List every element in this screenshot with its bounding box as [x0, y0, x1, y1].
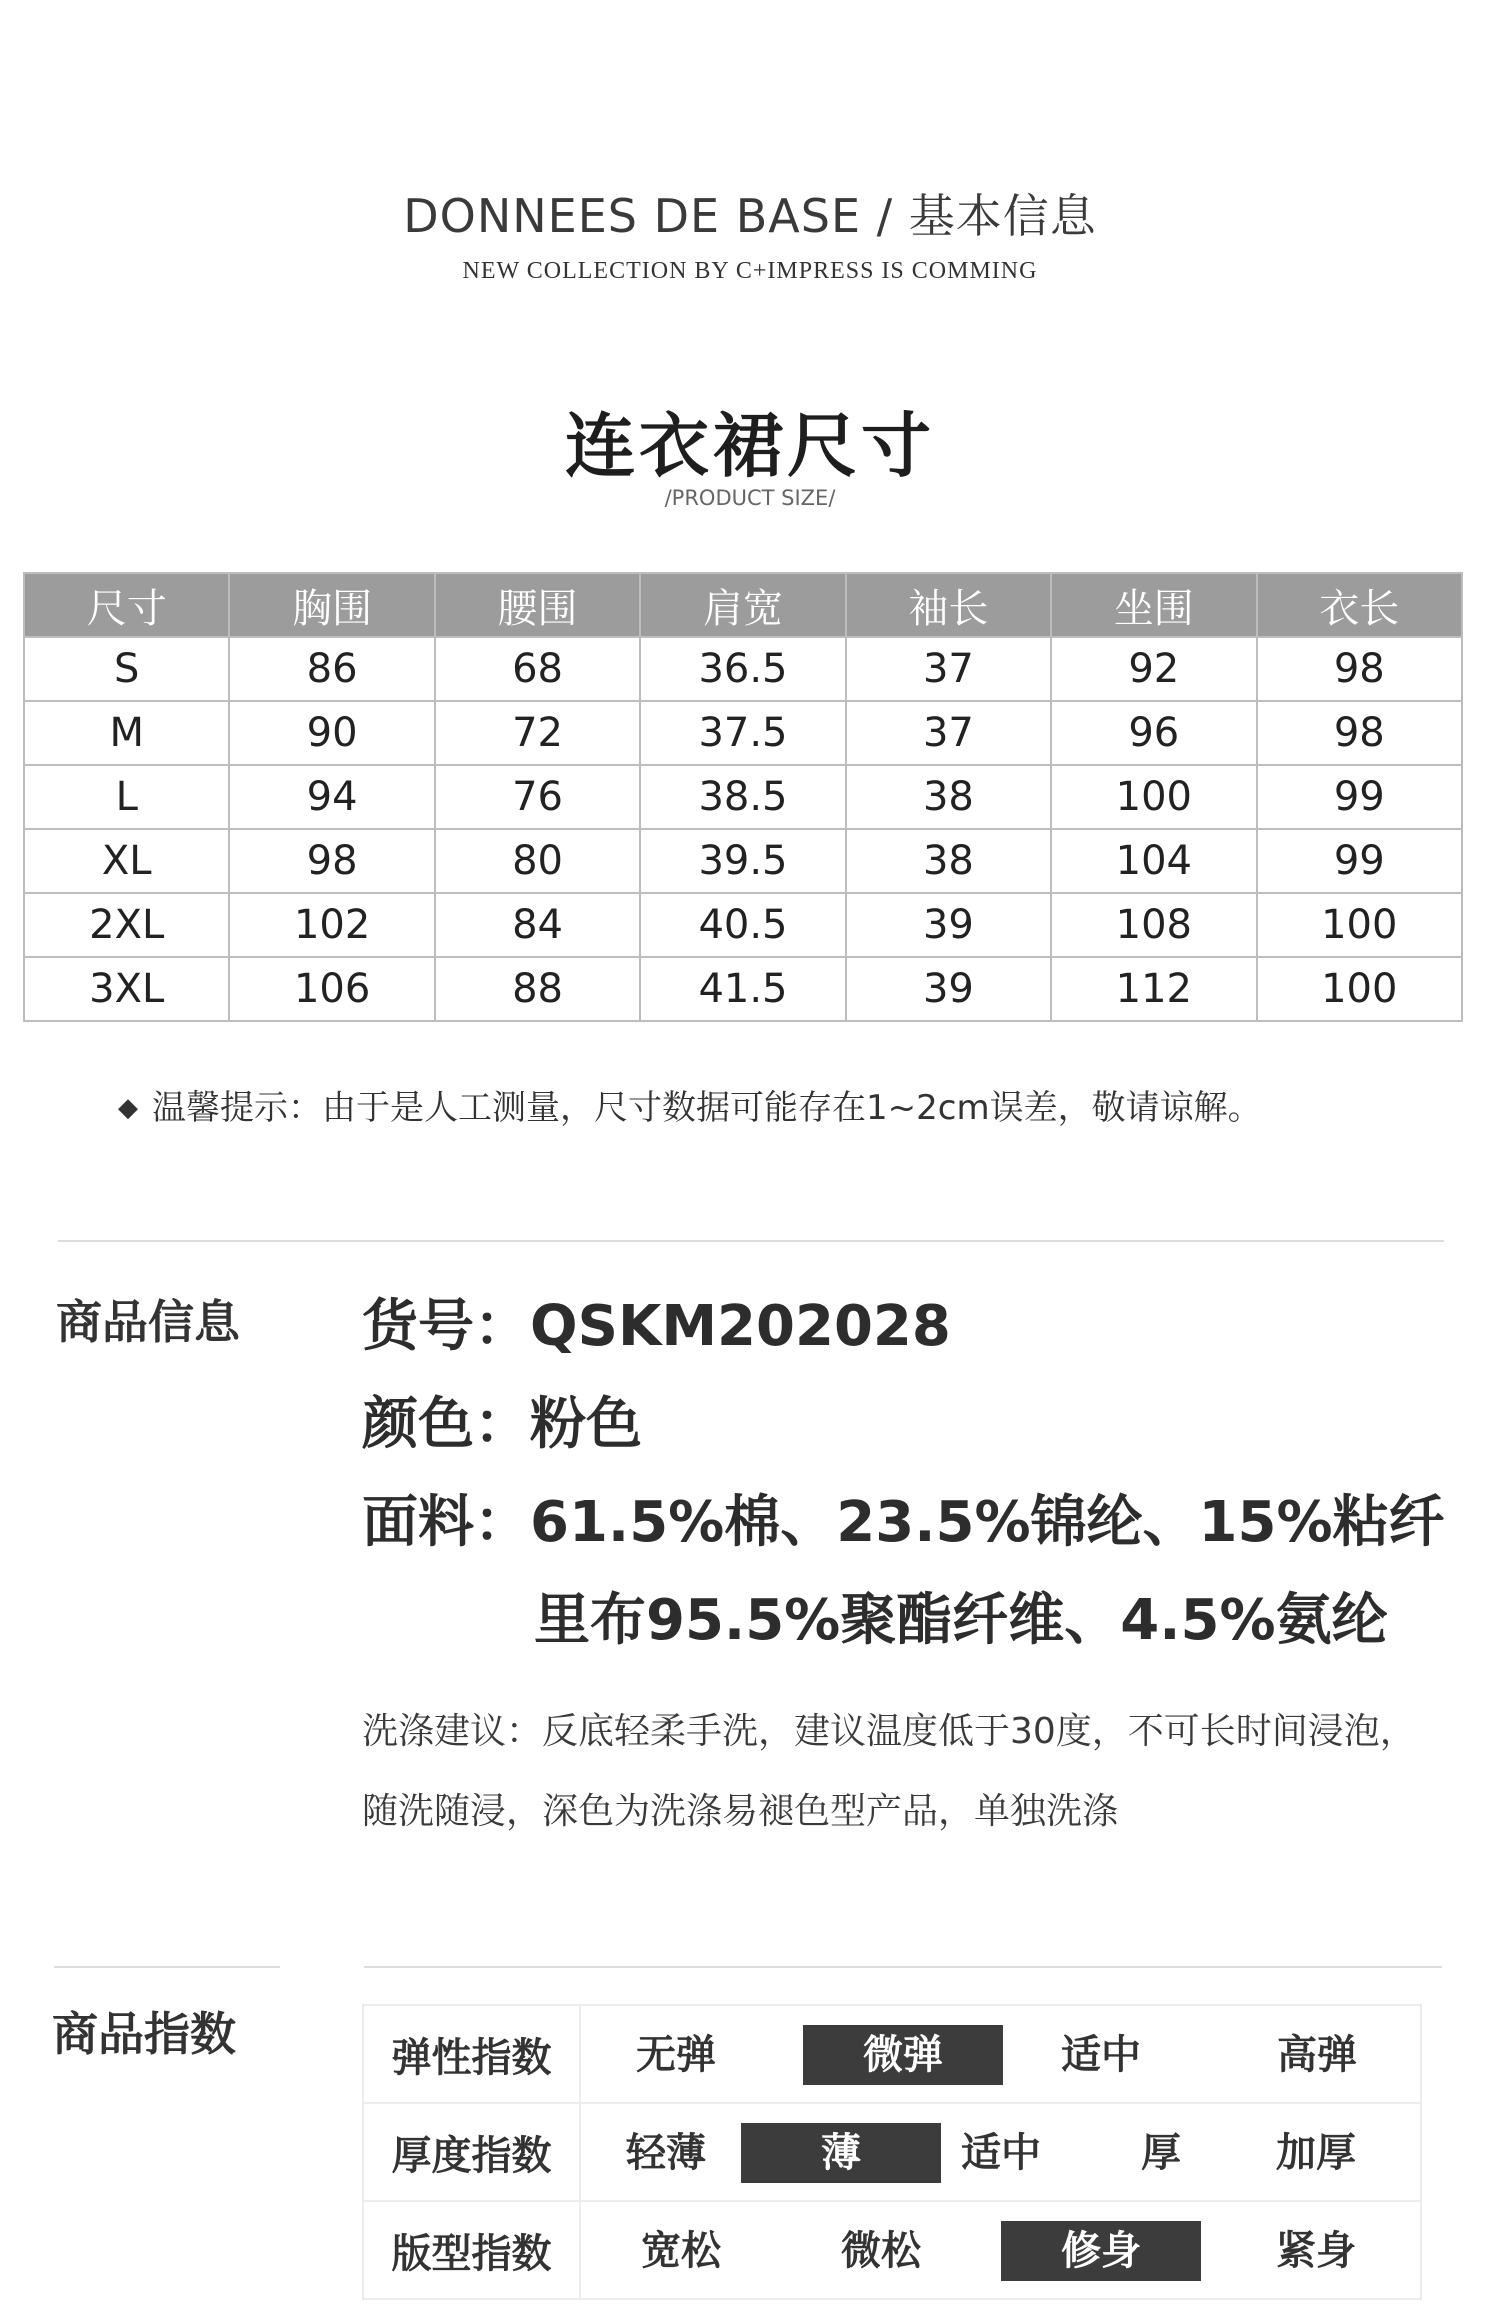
index-option: 适中 — [961, 2130, 1041, 2176]
column-header: 坐围 — [1051, 573, 1256, 637]
table-cell: 39.5 — [640, 829, 845, 893]
index-option: 加厚 — [1276, 2130, 1356, 2176]
table-cell: 76 — [435, 765, 640, 829]
table-row — [24, 637, 1462, 701]
table-cell: 38.5 — [640, 765, 845, 829]
index-option: 无弹 — [636, 2032, 716, 2078]
table-row — [24, 957, 1462, 1021]
table-cell: 99 — [1257, 765, 1462, 829]
index-options — [580, 2103, 1421, 2201]
table-cell: 99 — [1257, 829, 1462, 893]
size-table — [23, 572, 1463, 1022]
divider — [58, 1240, 1444, 1242]
divider — [54, 1966, 280, 1968]
table-row — [24, 765, 1462, 829]
product-index-heading: 商品指数 — [52, 2007, 236, 2061]
table-cell: 38 — [846, 829, 1051, 893]
table-cell: 112 — [1051, 957, 1256, 1021]
table-cell: 37 — [846, 637, 1051, 701]
divider — [364, 1966, 1442, 1968]
product-info-heading: 商品信息 — [56, 1295, 240, 1349]
column-header: 袖长 — [846, 573, 1051, 637]
table-cell: XL — [24, 829, 229, 893]
product-index-table — [362, 2004, 1422, 2300]
diamond-bullet-icon: ◆ — [118, 1093, 138, 1123]
index-option-selected: 修身 — [1001, 2221, 1201, 2281]
section-subtitle: NEW COLLECTION BY C+IMPRESS IS COMMING — [462, 258, 1038, 284]
washing-advice: 洗涤建议：反底轻柔手洗，建议温度低于30度，不可长时间浸泡，随洗随浸，深色为洗涤易褪色型产品，单独洗涤 — [362, 1711, 1416, 1832]
index-label: 弹性指数 — [363, 2005, 580, 2103]
table-cell: 94 — [229, 765, 434, 829]
index-label: 厚度指数 — [363, 2103, 580, 2201]
table-cell: 37.5 — [640, 701, 845, 765]
fabric-value: 面料：61.5%棉、23.5%锦纶、15%粘纤 — [362, 1490, 1445, 1555]
table-cell: 98 — [1257, 637, 1462, 701]
table-cell: 90 — [229, 701, 434, 765]
table-cell: 3XL — [24, 957, 229, 1021]
table-cell: 39 — [846, 957, 1051, 1021]
table-cell: 80 — [435, 829, 640, 893]
table-cell: S — [24, 637, 229, 701]
index-row-thickness — [363, 2103, 1421, 2201]
section-title: DONNEES DE BASE / 基本信息 — [403, 189, 1097, 243]
index-option: 适中 — [1061, 2032, 1141, 2078]
table-cell: 68 — [435, 637, 640, 701]
index-options — [580, 2201, 1421, 2299]
table-cell: 100 — [1051, 765, 1256, 829]
index-option-selected: 微弹 — [803, 2025, 1003, 2085]
table-cell: 41.5 — [640, 957, 845, 1021]
table-row — [24, 829, 1462, 893]
table-row — [24, 701, 1462, 765]
table-cell: 37 — [846, 701, 1051, 765]
measurement-tip — [118, 1080, 1262, 1129]
item-number: 货号：QSKM202028 — [362, 1294, 951, 1359]
index-option: 紧身 — [1276, 2228, 1356, 2274]
lining-value: 里布95.5%聚酯纤维、4.5%氨纶 — [534, 1588, 1388, 1653]
table-cell: 96 — [1051, 701, 1256, 765]
table-cell: 84 — [435, 893, 640, 957]
index-option: 宽松 — [641, 2228, 721, 2274]
index-option: 轻薄 — [626, 2130, 706, 2176]
table-cell: 36.5 — [640, 637, 845, 701]
table-cell: 108 — [1051, 893, 1256, 957]
tip-text: 温馨提示：由于是人工测量，尺寸数据可能存在1~2cm误差，敬请谅解。 — [152, 1088, 1262, 1128]
index-label: 版型指数 — [363, 2201, 580, 2299]
color-value: 颜色：粉色 — [362, 1392, 642, 1457]
index-options — [580, 2005, 1421, 2103]
table-cell: 40.5 — [640, 893, 845, 957]
table-cell: 100 — [1257, 957, 1462, 1021]
column-header: 衣长 — [1257, 573, 1462, 637]
size-chart-subtitle: /PRODUCT SIZE/ — [664, 486, 836, 510]
table-row — [24, 893, 1462, 957]
table-cell: 86 — [229, 637, 434, 701]
table-cell: 88 — [435, 957, 640, 1021]
size-table-header — [24, 573, 1462, 637]
table-cell: M — [24, 701, 229, 765]
table-cell: 39 — [846, 893, 1051, 957]
table-cell: 92 — [1051, 637, 1256, 701]
index-option-selected: 薄 — [741, 2123, 941, 2183]
table-cell: 2XL — [24, 893, 229, 957]
column-header: 腰围 — [435, 573, 640, 637]
table-cell: 100 — [1257, 893, 1462, 957]
index-option: 厚 — [1141, 2130, 1181, 2176]
index-row-fit — [363, 2201, 1421, 2299]
table-cell: 104 — [1051, 829, 1256, 893]
index-row-elasticity — [363, 2005, 1421, 2103]
column-header: 尺寸 — [24, 573, 229, 637]
column-header: 胸围 — [229, 573, 434, 637]
size-chart-title: 连衣裙尺寸 — [565, 405, 935, 487]
table-cell: 38 — [846, 765, 1051, 829]
index-option: 高弹 — [1277, 2032, 1357, 2078]
table-cell: 98 — [1257, 701, 1462, 765]
column-header: 肩宽 — [640, 573, 845, 637]
table-cell: 72 — [435, 701, 640, 765]
table-cell: 98 — [229, 829, 434, 893]
index-option: 微松 — [841, 2228, 921, 2274]
table-cell: 106 — [229, 957, 434, 1021]
table-cell: 102 — [229, 893, 434, 957]
table-cell: L — [24, 765, 229, 829]
